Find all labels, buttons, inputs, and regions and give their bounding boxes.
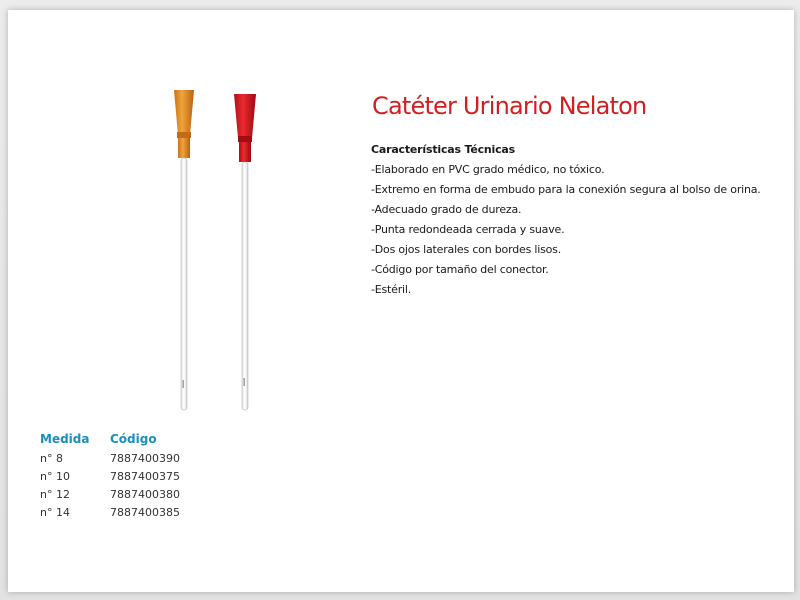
spec-item: -Estéril. bbox=[371, 283, 412, 296]
size-cell: n° 8 bbox=[40, 452, 63, 465]
technical-specs bbox=[371, 143, 761, 303]
code-cell: 7887400385 bbox=[110, 506, 180, 519]
specs-heading: Características Técnicas bbox=[371, 143, 515, 156]
spec-item: -Adecuado grado de dureza. bbox=[371, 203, 522, 216]
header-codigo: Código bbox=[110, 432, 157, 446]
spec-item: -Elaborado en PVC grado médico, no tóxico. bbox=[371, 163, 605, 176]
table-row bbox=[40, 488, 230, 506]
page-title: Catéter Urinario Nelaton bbox=[372, 92, 647, 120]
header-medida: Medida bbox=[40, 432, 90, 446]
specs-list bbox=[371, 163, 761, 297]
code-cell: 7887400375 bbox=[110, 470, 180, 483]
orange-catheter bbox=[174, 90, 194, 410]
code-cell: 7887400390 bbox=[110, 452, 180, 465]
table-row bbox=[40, 452, 230, 470]
catheter-image bbox=[158, 80, 278, 420]
spec-item: -Punta redondeada cerrada y suave. bbox=[371, 223, 565, 236]
red-catheter bbox=[234, 94, 256, 410]
size-cell: n° 14 bbox=[40, 506, 70, 519]
spec-item: -Dos ojos laterales con bordes lisos. bbox=[371, 243, 561, 256]
sizes-table bbox=[40, 430, 230, 524]
table-row bbox=[40, 506, 230, 524]
spec-item: -Código por tamaño del conector. bbox=[371, 263, 549, 276]
code-cell: 7887400380 bbox=[110, 488, 180, 501]
spec-item: -Extremo en forma de embudo para la conexión segura al bolso de orina. bbox=[371, 183, 761, 196]
size-cell: n° 12 bbox=[40, 488, 70, 501]
product-card bbox=[8, 10, 794, 592]
table-row bbox=[40, 470, 230, 488]
size-cell: n° 10 bbox=[40, 470, 70, 483]
table-header-row bbox=[40, 430, 230, 452]
